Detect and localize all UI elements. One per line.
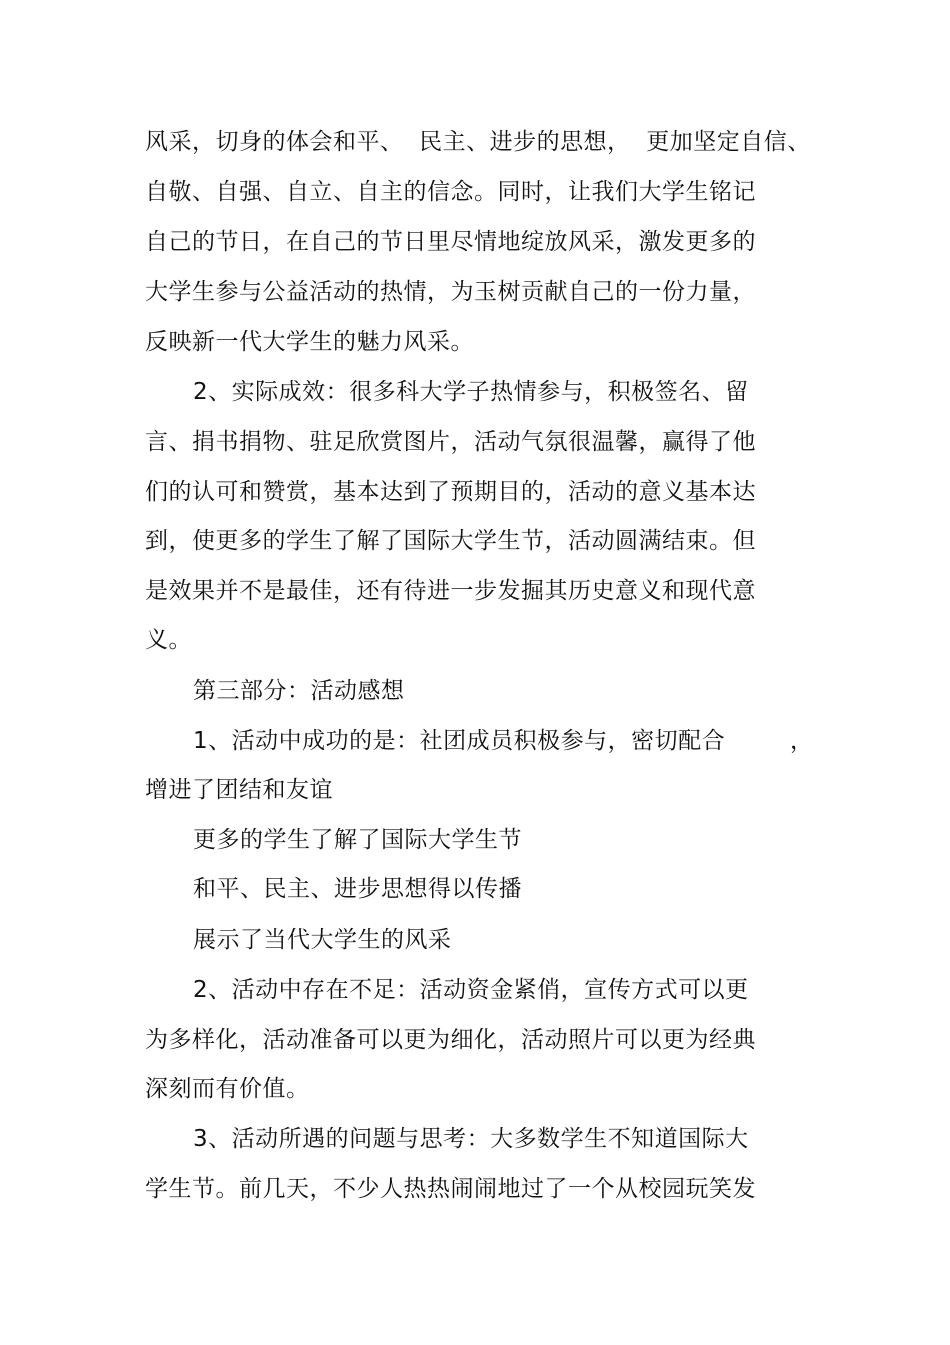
text-line-2: 自敬、自强、自立、自主的信念。同时，让我们大学生铭记	[145, 179, 756, 205]
paragraph-shortcoming-start: 2、活动中存在不足：活动资金紧俏，宣传方式可以更	[193, 977, 749, 1003]
text-line-11: 义。	[145, 627, 192, 653]
text-line-1: 风采，切身的体会和平、 民主、进步的思想， 更加坚定自信、	[145, 129, 811, 155]
paragraph-success-start: 1、活动中成功的是：社团成员积极参与，密切配合	[193, 728, 726, 754]
text-line-8: 们的认可和赞赏，基本达到了预期目的，活动的意义基本达	[145, 479, 756, 505]
paragraph-effect-start: 2、实际成效：很多科大学子热情参与，积极签名、留	[193, 379, 749, 405]
text-line-5: 反映新一代大学生的魅力风采。	[145, 329, 474, 355]
list-item-3: 展示了当代大学生的风采	[193, 927, 452, 953]
list-item-1: 更多的学生了解了国际大学生节	[193, 827, 522, 853]
text-line-7: 言、捐书捐物、驻足欣赏图片，活动气氛很温馨，赢得了他	[145, 429, 756, 455]
text-line-20: 深刻而有价值。	[145, 1076, 310, 1102]
text-line-3: 自己的节日，在自己的节日里尽情地绽放风采，激发更多的	[145, 229, 756, 255]
text-line-9: 到，使更多的学生了解了国际大学生节，活动圆满结束。但	[145, 528, 756, 554]
section-heading: 第三部分：活动感想	[193, 678, 405, 704]
text-line-10: 是效果并不是最佳，还有待进一步发掘其历史意义和现代意	[145, 578, 756, 604]
paragraph-problem-start: 3、活动所遇的问题与思考：大多数学生不知道国际大	[193, 1126, 749, 1152]
text-line-22: 学生节。前几天，不少人热热闹闹地过了一个从校园玩笑发	[145, 1176, 756, 1202]
trailing-comma: ，	[790, 728, 813, 754]
list-item-2: 和平、民主、进步思想得以传播	[193, 876, 522, 902]
text-line-14: 增进了团结和友谊	[145, 777, 333, 803]
text-line-19: 为多样化，活动准备可以更为细化，活动照片可以更为经典	[145, 1027, 756, 1053]
text-line-4: 大学生参与公益活动的热情，为玉树贡献自己的一份力量，	[145, 279, 756, 305]
